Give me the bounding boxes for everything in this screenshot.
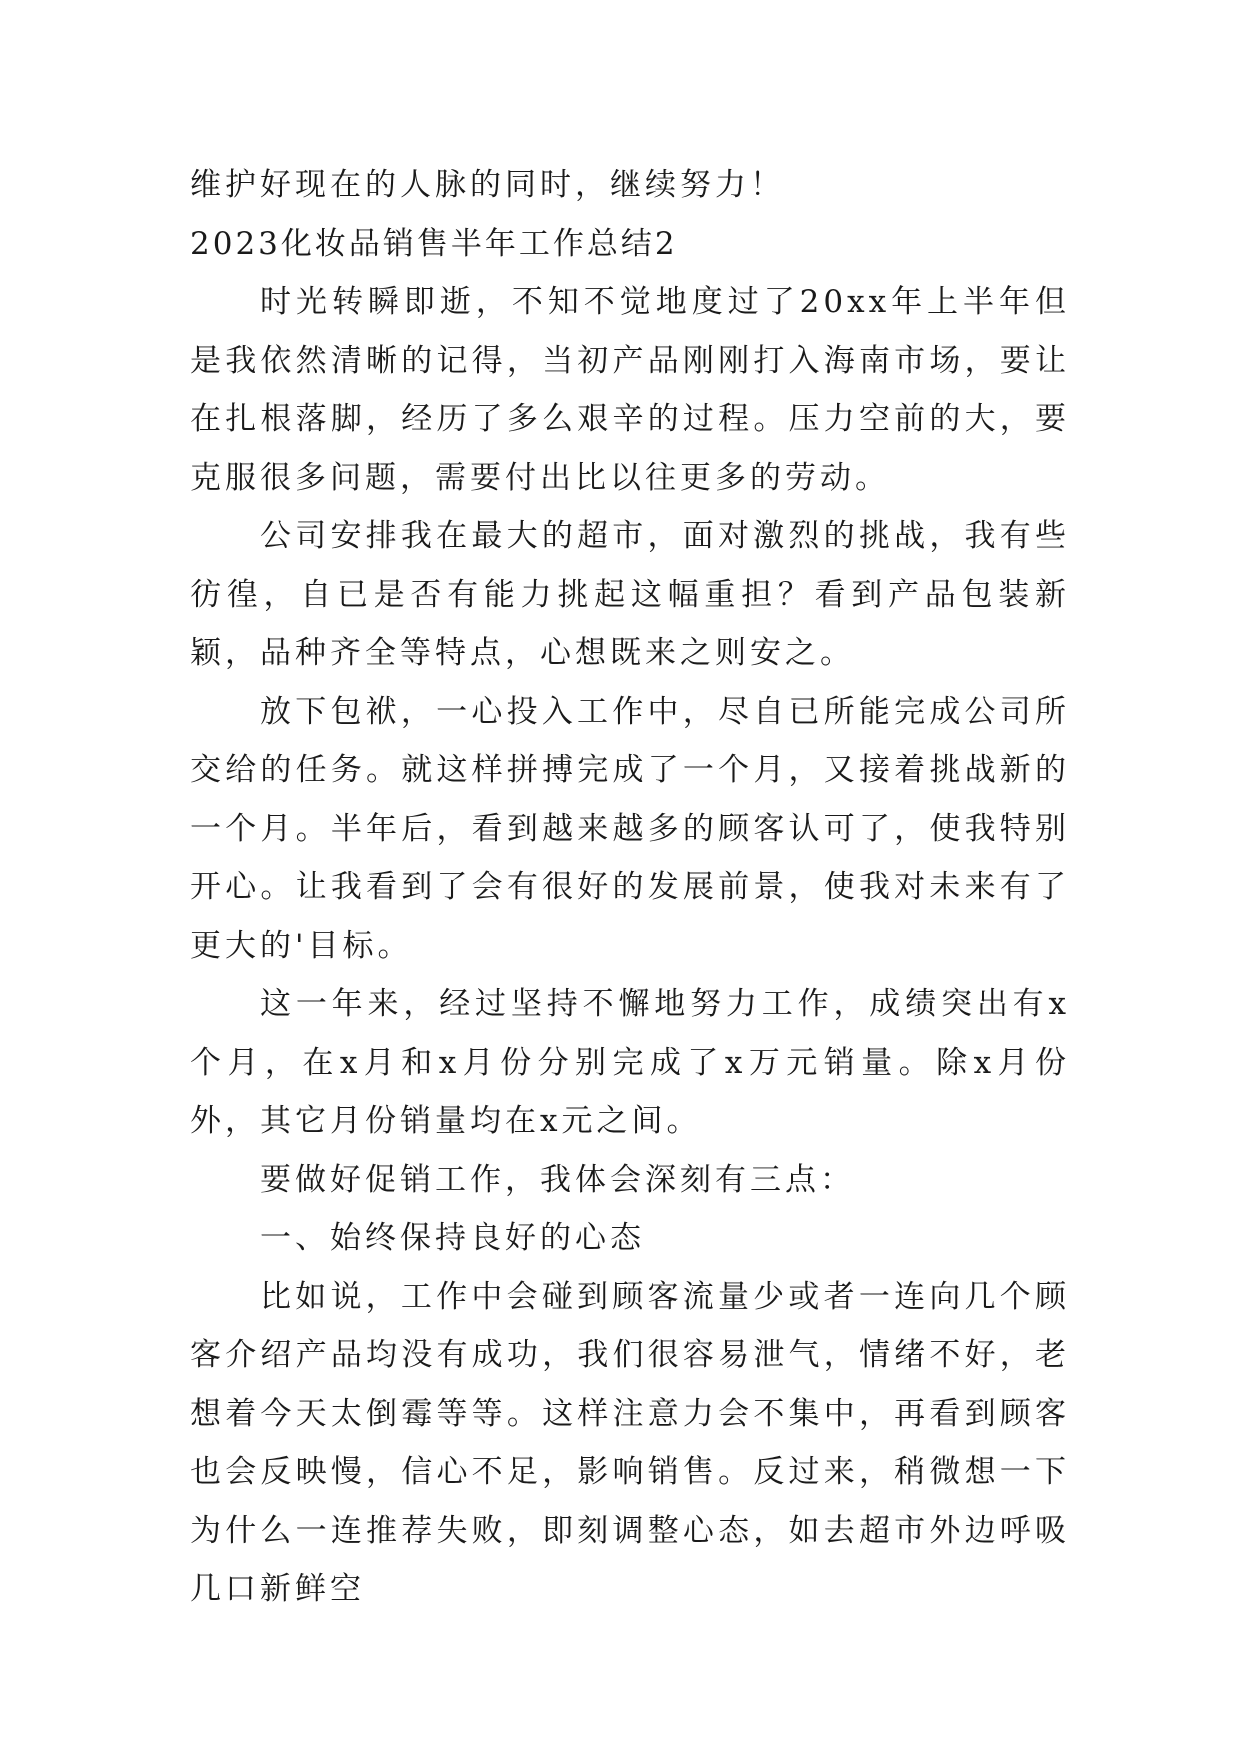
subheading-mindset: 一、始终保持良好的心态	[260, 1220, 645, 1256]
paragraph-results: 这一年来，经过坚持不懈地努力工作，成绩突出有x个月，在x月和x月份分别完成了x万元销量。除x月份外，其它月份销量均在x元之间。	[190, 986, 1070, 1139]
paragraph-assignment: 公司安排我在最大的超市，面对激烈的挑战，我有些彷徨，自已是否有能力挑起这幅重担？看到产品包装新颖，品种齐全等特点，心想既来之则安之。	[190, 518, 1070, 671]
section-title: 2023化妆品销售半年工作总结2	[190, 225, 678, 262]
document-body	[190, 156, 1070, 1619]
paragraph-mindset-example: 比如说，工作中会碰到顾客流量少或者一连向几个顾客介绍产品均没有成功，我们很容易泄气，情绪不好，老想着今天太倒霉等等。这样注意力会不集中，再看到顾客也会反映慢，信心不足，影响销售。反过来，稍微想一下为什么一连推荐失败，即刻调整心态，如去超市外边呼吸几口新鲜空	[190, 1278, 1070, 1607]
paragraph-closing-line: 维护好现在的人脉的同时，继续努力！	[190, 167, 785, 203]
paragraph-lessons-intro: 要做好促销工作，我体会深刻有三点：	[260, 1161, 855, 1198]
paragraph-effort: 放下包袱，一心投入工作中，尽自已所能完成公司所交给的任务。就这样拼搏完成了一个月，又接着挑战新的一个月。半年后，看到越来越多的顾客认可了，使我特别开心。让我看到了会有很好的发展前景，使我对未来有了更大的'目标。	[190, 693, 1070, 964]
paragraph-intro: 时光转瞬即逝，不知不觉地度过了20xx年上半年但是我依然清晰的记得，当初产品刚刚打入海南市场，要让在扎根落脚，经历了多么艰辛的过程。压力空前的大，要克服很多问题，需要付出比以往更多的劳动。	[190, 284, 1070, 496]
